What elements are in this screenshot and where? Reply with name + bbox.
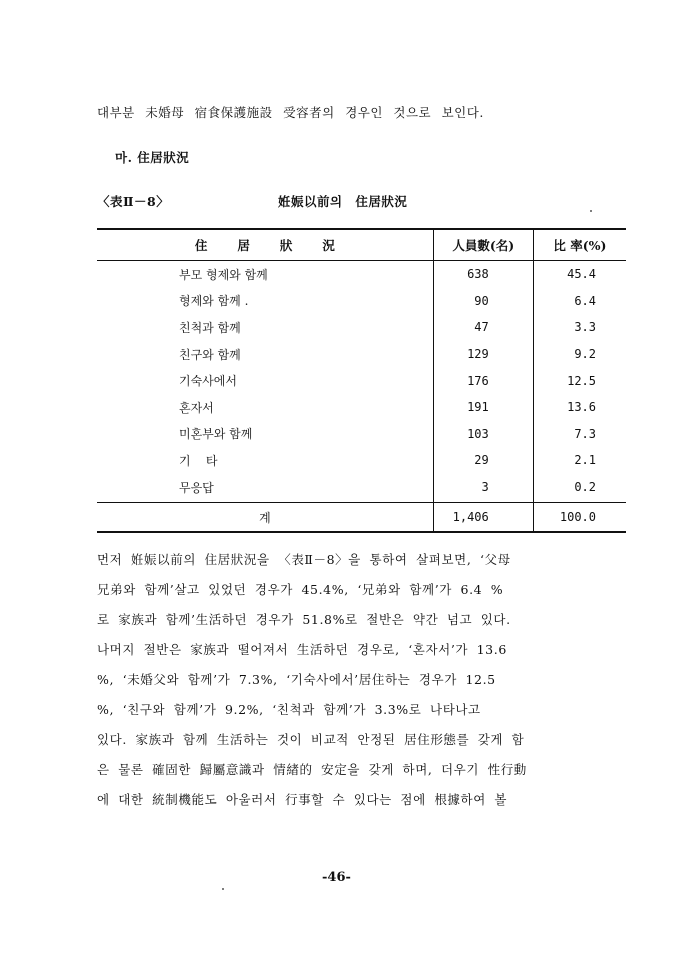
row-ratio: 7.3 [533,421,626,448]
header-status: 住居狀況 [97,229,433,261]
row-status: 혼자서 [179,400,214,415]
table-row [97,447,626,474]
intro-line: 대부분 未婚母 宿食保護施設 受容者의 경우인 것으로 보인다. [97,105,484,120]
section-heading: 마. 住居狀況 [115,150,190,165]
table-total-row [97,503,626,533]
table-row [97,474,626,503]
paragraph-line: %, ‘未婚父와 함께’가 7.3%, ‘기숙사에서’居住하는 경우가 12.5 [97,672,496,687]
row-ratio: 12.5 [533,367,626,394]
total-count: 1,406 [433,503,533,533]
row-status: 친구와 함께 [179,347,241,362]
total-label: 계 [97,503,433,533]
page-number: -46- [322,870,351,885]
paragraph-line: 나머지 절반은 家族과 떨어져서 生活하던 경우로, ‘혼자서’가 13.6 [97,642,507,657]
row-status: 친척과 함께 [179,320,241,335]
paragraph-line: %, ‘친구와 함께’가 9.2%, ‘친척과 함께’가 3.3%로 나타나고 [97,702,481,717]
row-status: 기숙사에서 [179,374,237,389]
row-status: 형제와 함께 . [179,294,249,309]
paragraph-line: 먼저 姙娠以前의 住居狀況을 〈表Ⅱ－8〉을 통하여 살펴보면, ‘父母 [97,552,511,567]
row-status: 미혼부와 함께 [179,427,253,442]
row-ratio: 2.1 [533,447,626,474]
table-title: 姙娠以前의 住居狀況 [278,194,408,209]
row-status: 기 타 [179,453,218,468]
paragraph-line: 에 대한 統制機能도 아울러서 行事할 수 있다는 점에 根據하여 볼 [97,792,508,807]
header-count: 人員數(名) [433,229,533,261]
row-count: 191 [433,394,533,421]
row-status: 무응답 [179,480,214,495]
row-status: 부모 형제와 함께 [179,267,268,282]
paragraph-line: 있다. 家族과 함께 生活하는 것이 비교적 안정된 居住形態를 갖게 함 [97,732,525,747]
residence-status-table [97,228,626,533]
row-count: 103 [433,421,533,448]
table-row [97,314,626,341]
paragraph-line: 은 물론 確固한 歸屬意識과 情緖的 安定을 갖게 하며, 더우기 性行動 [97,762,527,777]
header-ratio: 比 率(%) [533,229,626,261]
row-count: 638 [433,261,533,288]
row-ratio: 6.4 [533,288,626,315]
row-count: 176 [433,367,533,394]
row-count: 129 [433,341,533,368]
row-ratio: 13.6 [533,394,626,421]
table-header-row [97,229,626,261]
scan-speck [590,210,592,212]
table-row [97,341,626,368]
total-ratio: 100.0 [533,503,626,533]
scan-speck [222,888,224,890]
paragraph-line: 로 家族과 함께’生活하던 경우가 51.8%로 절반은 약간 넘고 있다. [97,612,511,627]
table-label: 〈表Ⅱ－8〉 [97,194,170,209]
table-row [97,261,626,288]
table-row [97,394,626,421]
row-ratio: 9.2 [533,341,626,368]
table-row [97,288,626,315]
row-ratio: 45.4 [533,261,626,288]
table-row [97,367,626,394]
row-ratio: 3.3 [533,314,626,341]
row-ratio: 0.2 [533,474,626,503]
table-row [97,421,626,448]
row-count: 3 [433,474,533,503]
row-count: 90 [433,288,533,315]
row-count: 29 [433,447,533,474]
row-count: 47 [433,314,533,341]
paragraph-line: 兄弟와 함께’살고 있었던 경우가 45.4%, ‘兄弟와 함께’가 6.4 % [97,582,504,597]
